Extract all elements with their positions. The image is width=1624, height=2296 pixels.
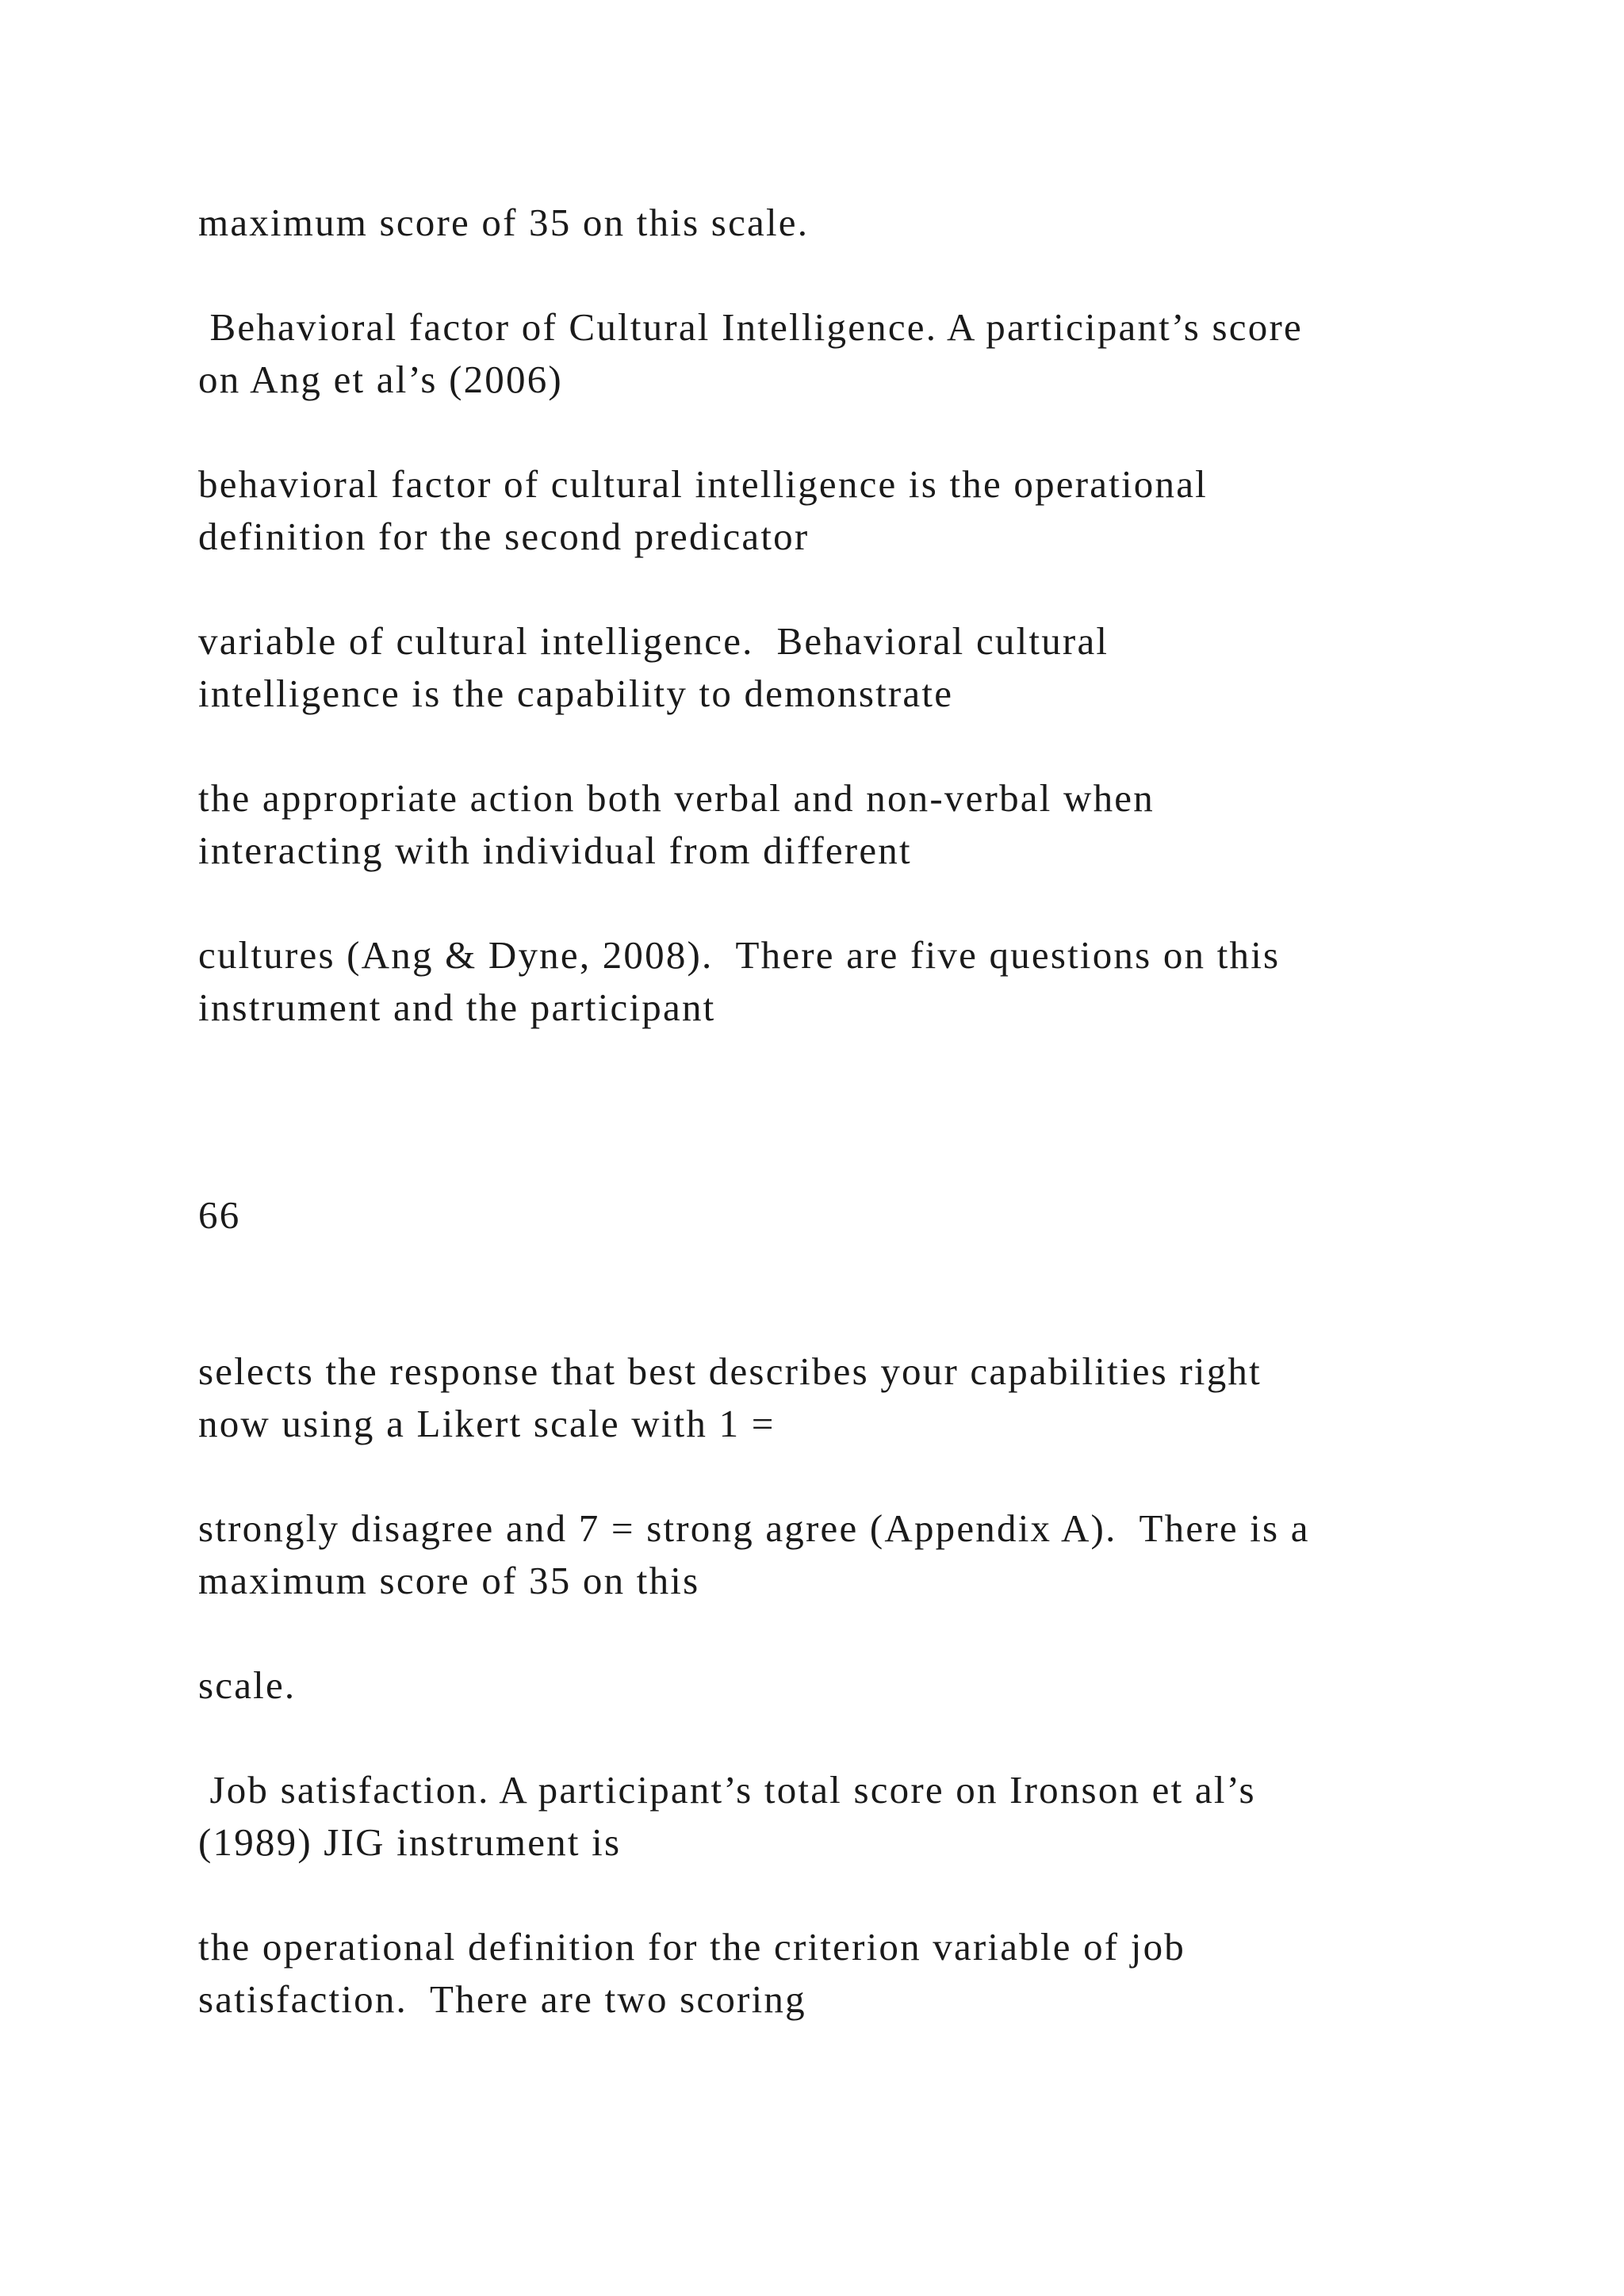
text-line: intelligence is the capability to demonstrate — [198, 672, 954, 715]
paragraph-4 — [198, 615, 1546, 720]
paragraph-1 — [198, 197, 1546, 249]
paragraph-7 — [198, 1345, 1546, 1450]
text-line: the operational definition for the criterion variable of job — [198, 1925, 1185, 1969]
paragraph-10 — [198, 1764, 1546, 1869]
text-line: definition for the second predicator — [198, 515, 810, 558]
text-line: selects the response that best describes your capabilities right — [198, 1349, 1262, 1393]
page-number: 66 — [198, 1193, 241, 1237]
text-line: Job satisfaction. A participant’s total score on Ironson et al’s — [198, 1768, 1256, 1812]
text-line: Behavioral factor of Cultural Intelligence. A participant’s score — [198, 305, 1303, 349]
text-line: cultures (Ang & Dyne, 2008). There are five questions on this — [198, 933, 1281, 977]
text-line: satisfaction. There are two scoring — [198, 1977, 806, 2021]
text-line: maximum score of 35 on this scale. — [198, 201, 810, 244]
text-line: behavioral factor of cultural intelligence is the operational — [198, 462, 1208, 506]
paragraph-8 — [198, 1502, 1546, 1607]
paragraph-11 — [198, 1921, 1546, 2026]
paragraph-2 — [198, 301, 1546, 406]
text-line: the appropriate action both verbal and non-verbal when — [198, 776, 1155, 820]
text-line: on Ang et al’s (2006) — [198, 358, 563, 401]
text-line: (1989) JIG instrument is — [198, 1820, 622, 1864]
paragraph-6 — [198, 929, 1546, 1034]
text-line: maximum score of 35 on this — [198, 1559, 700, 1602]
text-line: scale. — [198, 1663, 297, 1707]
text-line: now using a Likert scale with 1 = — [198, 1402, 776, 1445]
text-line: instrument and the participant — [198, 985, 716, 1029]
paragraph-5 — [198, 772, 1546, 877]
paragraph-9 — [198, 1659, 1546, 1712]
text-line: interacting with individual from different — [198, 828, 912, 872]
text-line: variable of cultural intelligence. Behavioral cultural — [198, 619, 1109, 663]
text-line: strongly disagree and 7 = strong agree (Appendix A). There is a — [198, 1506, 1310, 1550]
paragraph-3 — [198, 458, 1546, 563]
